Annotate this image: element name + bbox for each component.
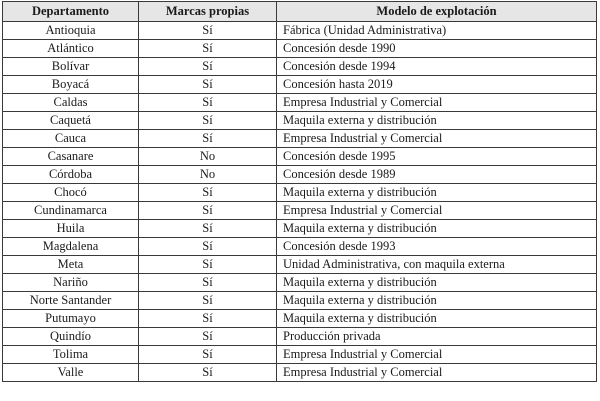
cell-modelo-explotacion: Maquila externa y distribución xyxy=(277,292,597,310)
cell-departamento: Nariño xyxy=(3,274,139,292)
cell-marcas-propias: Sí xyxy=(139,364,277,382)
cell-modelo-explotacion: Maquila externa y distribución xyxy=(277,274,597,292)
cell-marcas-propias: Sí xyxy=(139,130,277,148)
cell-marcas-propias: Sí xyxy=(139,328,277,346)
table-row xyxy=(3,184,597,202)
cell-marcas-propias: Sí xyxy=(139,220,277,238)
table-row xyxy=(3,22,597,40)
table-row xyxy=(3,292,597,310)
table-row xyxy=(3,130,597,148)
cell-marcas-propias: Sí xyxy=(139,58,277,76)
cell-modelo-explotacion: Concesión desde 1993 xyxy=(277,238,597,256)
cell-departamento: Bolívar xyxy=(3,58,139,76)
table-row xyxy=(3,166,597,184)
table-row xyxy=(3,76,597,94)
cell-marcas-propias: Sí xyxy=(139,274,277,292)
cell-modelo-explotacion: Fábrica (Unidad Administrativa) xyxy=(277,22,597,40)
table-row xyxy=(3,220,597,238)
table-body xyxy=(3,22,597,382)
header-modelo-explotacion: Modelo de explotación xyxy=(277,2,597,22)
cell-departamento: Huila xyxy=(3,220,139,238)
cell-marcas-propias: Sí xyxy=(139,292,277,310)
cell-modelo-explotacion: Empresa Industrial y Comercial xyxy=(277,364,597,382)
cell-marcas-propias: No xyxy=(139,148,277,166)
table-row xyxy=(3,346,597,364)
cell-departamento: Cauca xyxy=(3,130,139,148)
cell-departamento: Putumayo xyxy=(3,310,139,328)
header-row xyxy=(3,2,597,22)
cell-departamento: Caldas xyxy=(3,94,139,112)
table-container xyxy=(2,1,597,382)
cell-marcas-propias: Sí xyxy=(139,22,277,40)
cell-departamento: Atlántico xyxy=(3,40,139,58)
cell-marcas-propias: Sí xyxy=(139,346,277,364)
cell-modelo-explotacion: Concesión desde 1990 xyxy=(277,40,597,58)
table-header xyxy=(3,2,597,22)
cell-modelo-explotacion: Unidad Administrativa, con maquila externa xyxy=(277,256,597,274)
cell-departamento: Valle xyxy=(3,364,139,382)
table-row xyxy=(3,328,597,346)
cell-departamento: Tolima xyxy=(3,346,139,364)
table-row xyxy=(3,238,597,256)
table-row xyxy=(3,112,597,130)
cell-modelo-explotacion: Empresa Industrial y Comercial xyxy=(277,202,597,220)
table-row xyxy=(3,364,597,382)
cell-marcas-propias: Sí xyxy=(139,94,277,112)
cell-marcas-propias: Sí xyxy=(139,202,277,220)
cell-departamento: Quindío xyxy=(3,328,139,346)
table-row xyxy=(3,256,597,274)
cell-modelo-explotacion: Concesión desde 1989 xyxy=(277,166,597,184)
cell-marcas-propias: Sí xyxy=(139,238,277,256)
cell-marcas-propias: Sí xyxy=(139,76,277,94)
table-row xyxy=(3,40,597,58)
table-row xyxy=(3,58,597,76)
cell-departamento: Boyacá xyxy=(3,76,139,94)
cell-departamento: Norte Santander xyxy=(3,292,139,310)
table-row xyxy=(3,202,597,220)
table-row xyxy=(3,310,597,328)
cell-marcas-propias: Sí xyxy=(139,40,277,58)
departments-table xyxy=(2,1,597,382)
cell-departamento: Cundinamarca xyxy=(3,202,139,220)
cell-modelo-explotacion: Empresa Industrial y Comercial xyxy=(277,346,597,364)
cell-modelo-explotacion: Empresa Industrial y Comercial xyxy=(277,94,597,112)
cell-marcas-propias: Sí xyxy=(139,310,277,328)
cell-marcas-propias: No xyxy=(139,166,277,184)
cell-departamento: Antioquia xyxy=(3,22,139,40)
cell-departamento: Meta xyxy=(3,256,139,274)
cell-departamento: Caquetá xyxy=(3,112,139,130)
cell-modelo-explotacion: Concesión desde 1995 xyxy=(277,148,597,166)
cell-modelo-explotacion: Producción privada xyxy=(277,328,597,346)
cell-modelo-explotacion: Maquila externa y distribución xyxy=(277,184,597,202)
cell-modelo-explotacion: Concesión desde 1994 xyxy=(277,58,597,76)
cell-marcas-propias: Sí xyxy=(139,184,277,202)
cell-departamento: Chocó xyxy=(3,184,139,202)
cell-modelo-explotacion: Concesión hasta 2019 xyxy=(277,76,597,94)
table-row xyxy=(3,94,597,112)
cell-departamento: Casanare xyxy=(3,148,139,166)
cell-modelo-explotacion: Empresa Industrial y Comercial xyxy=(277,130,597,148)
cell-departamento: Córdoba xyxy=(3,166,139,184)
table-row xyxy=(3,148,597,166)
cell-departamento: Magdalena xyxy=(3,238,139,256)
header-marcas-propias: Marcas propias xyxy=(139,2,277,22)
cell-modelo-explotacion: Maquila externa y distribución xyxy=(277,112,597,130)
header-departamento: Departamento xyxy=(3,2,139,22)
cell-modelo-explotacion: Maquila externa y distribución xyxy=(277,220,597,238)
table-row xyxy=(3,274,597,292)
cell-marcas-propias: Sí xyxy=(139,256,277,274)
cell-modelo-explotacion: Maquila externa y distribución xyxy=(277,310,597,328)
cell-marcas-propias: Sí xyxy=(139,112,277,130)
